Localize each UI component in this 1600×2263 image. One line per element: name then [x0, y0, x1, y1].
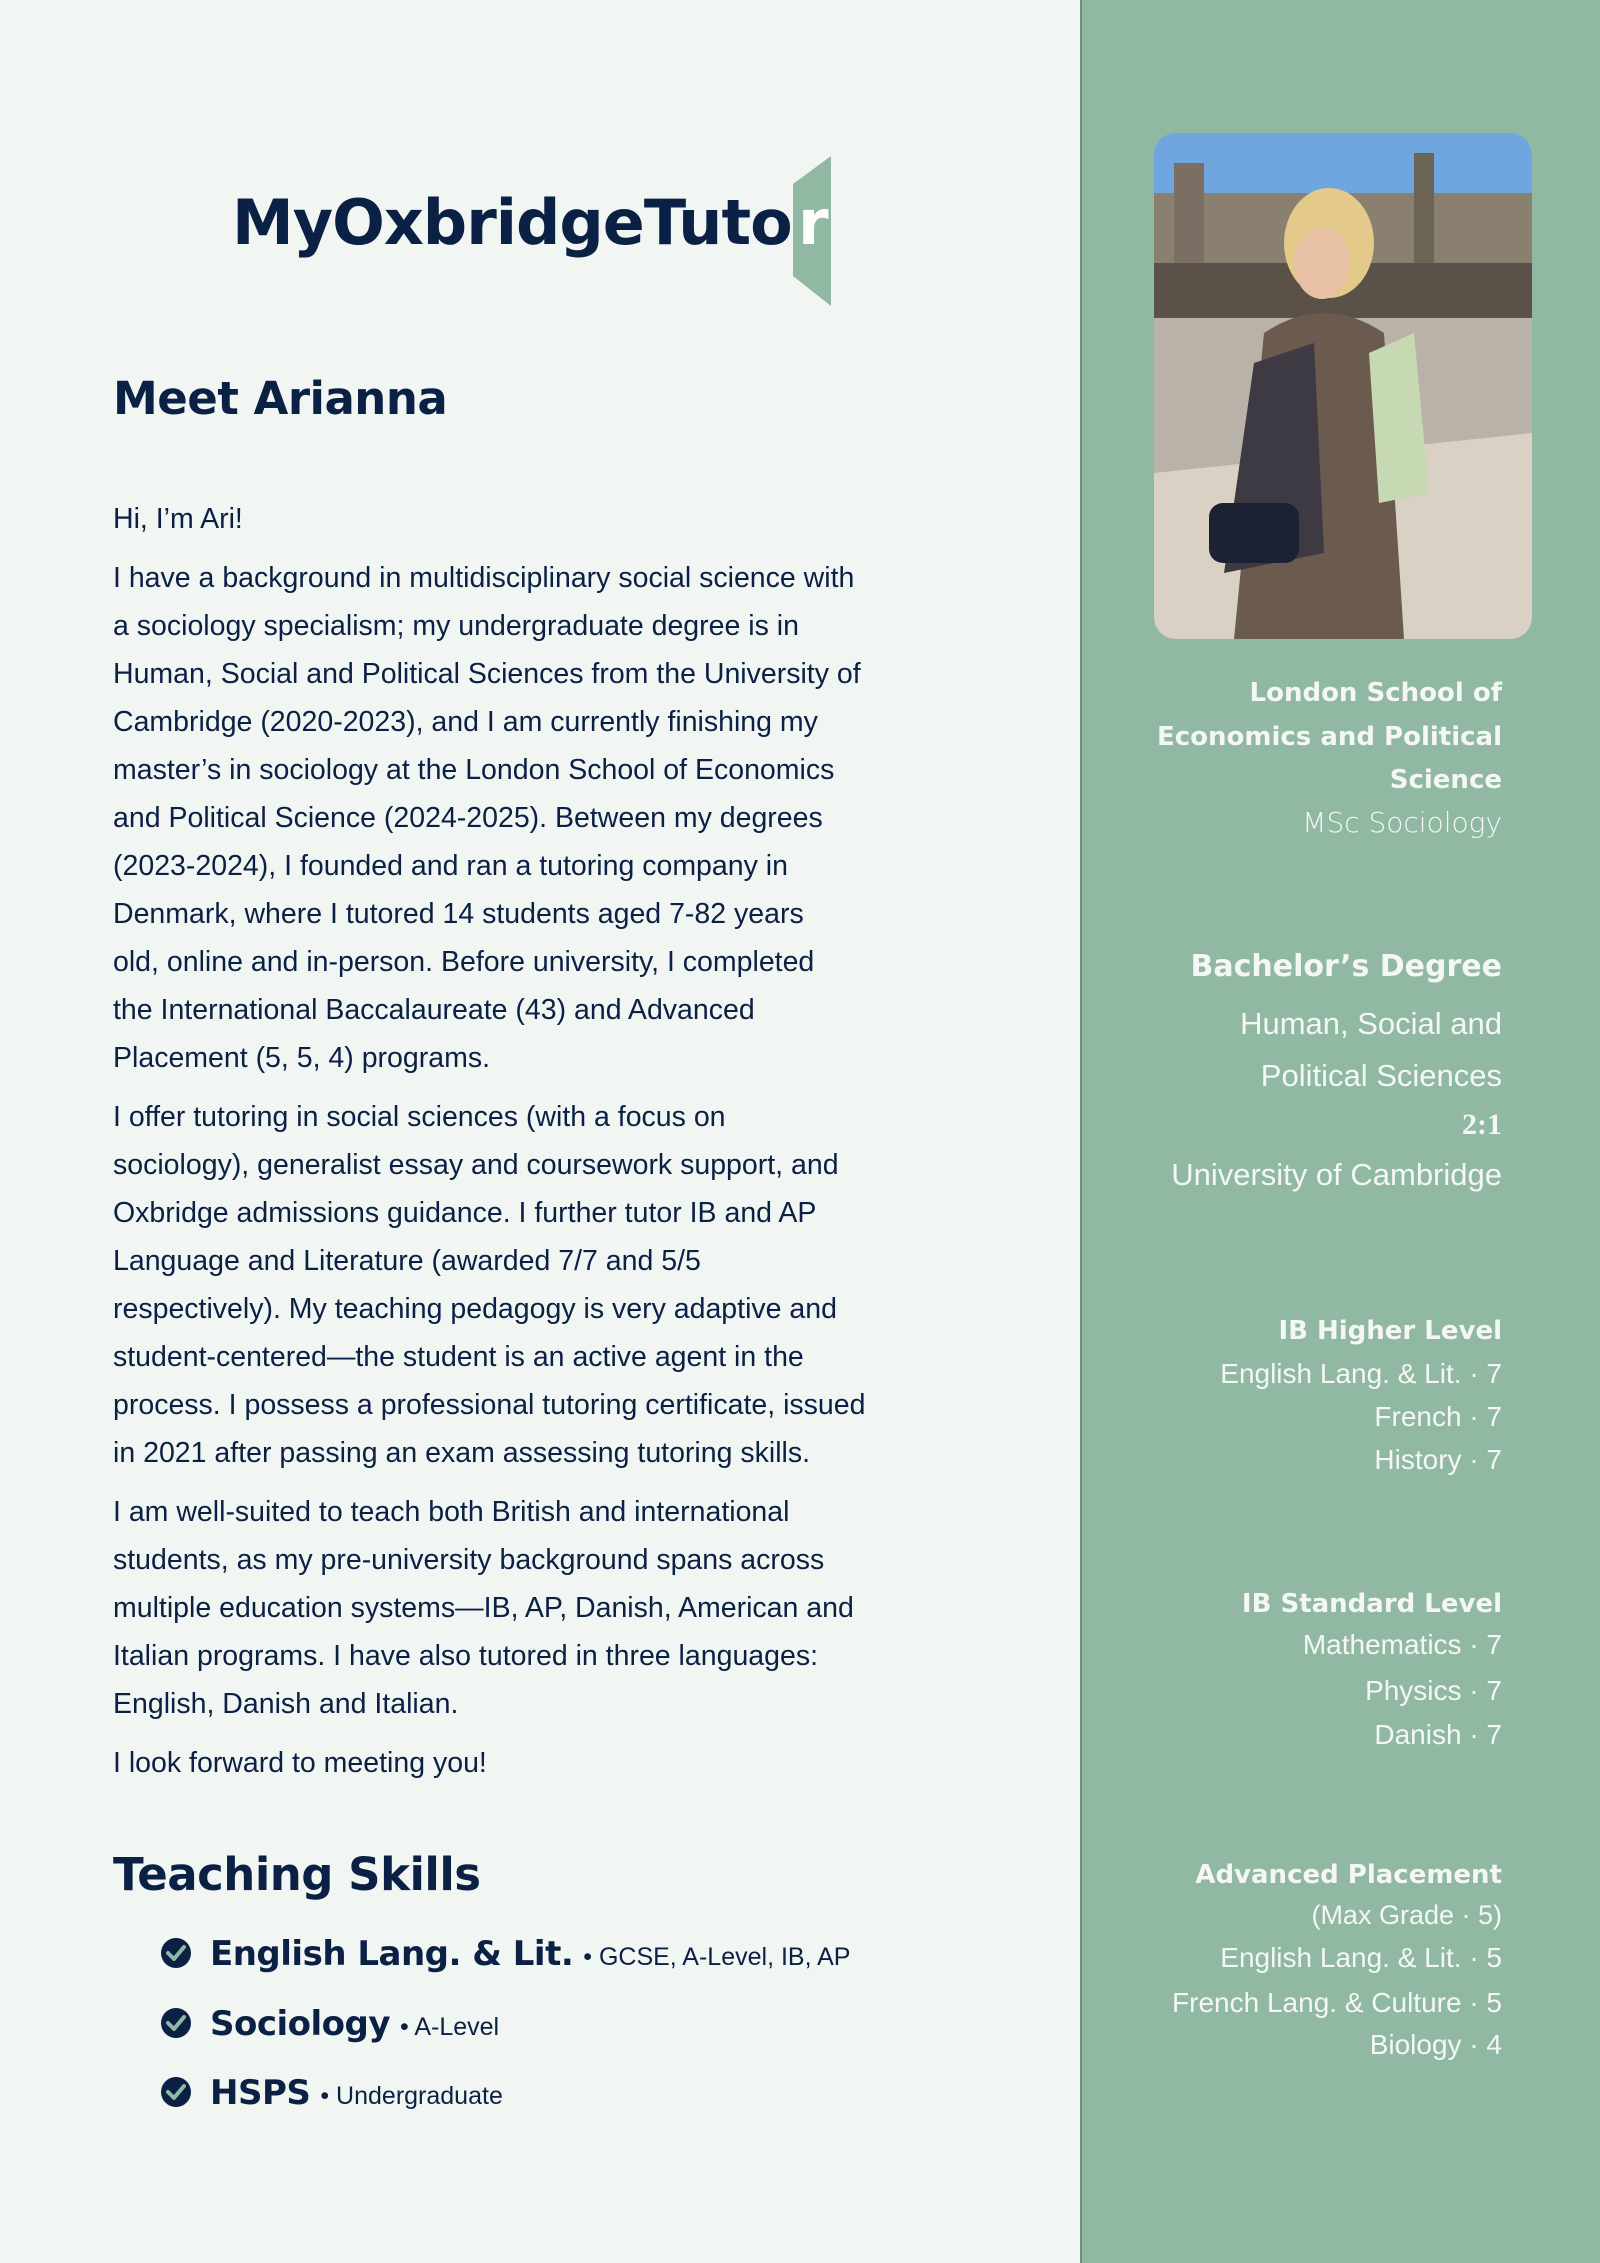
intro-body — [113, 495, 943, 1798]
paragraph-line: (2023-2024), I founded and ran a tutoring company in — [113, 850, 788, 882]
paragraph-line: English, Danish and Italian. — [113, 1688, 459, 1720]
bachelors-university: University of Cambridge — [1171, 1157, 1502, 1192]
ib_sl-item: Physics · 7 — [1365, 1675, 1502, 1706]
ib_sl-item: Danish · 7 — [1374, 1719, 1502, 1750]
skill-name: English Lang. & Lit. — [210, 1934, 574, 1974]
skill-levels: • GCSE, A-Level, IB, AP — [583, 1943, 851, 1971]
skill-levels: • A-Level — [400, 2013, 500, 2041]
paragraph-line: multiple education systems—IB, AP, Danish, American and — [113, 1592, 854, 1624]
paragraph-line: Hi, I’m Ari! — [113, 503, 243, 535]
masters-degree: MSc Sociology — [1302, 806, 1502, 839]
skills-title: Teaching Skills — [113, 1848, 481, 1901]
paragraph-line: and Political Science (2024-2025). Between my degrees — [113, 802, 823, 834]
paragraph-line: the International Baccalaureate (43) and Advanced — [113, 994, 755, 1026]
paragraph-line: a sociology specialism; my undergraduate degree is in — [113, 610, 799, 642]
paragraph-line: Denmark, where I tutored 14 students aged 7-82 years — [113, 898, 804, 930]
paragraph-line: sociology), generalist essay and coursework support, and — [113, 1149, 839, 1181]
skill-item — [160, 1933, 850, 1974]
intro-paragraph — [113, 554, 943, 1082]
tutor-photo — [1154, 133, 1532, 639]
bachelors-subject-line: Political Sciences — [1260, 1058, 1502, 1093]
skill-levels: • Undergraduate — [320, 2082, 503, 2110]
intro-paragraph — [113, 495, 943, 543]
intro-paragraph — [113, 1488, 943, 1728]
ib_hl-item: History · 7 — [1374, 1444, 1502, 1475]
skill-item — [160, 2072, 503, 2113]
logo-last-letter: r — [798, 186, 829, 259]
check-circle-icon — [160, 2076, 192, 2108]
skill-name: HSPS — [210, 2073, 311, 2113]
ap-item: French Lang. & Culture · 5 — [1172, 1987, 1502, 2018]
paragraph-line: Language and Literature (awarded 7/7 and 5/5 — [113, 1245, 701, 1277]
ap-item: Biology · 4 — [1369, 2029, 1502, 2060]
masters-school-line: Science — [1389, 765, 1502, 795]
ib_hl-item: French · 7 — [1374, 1401, 1502, 1432]
paragraph-line: Italian programs. I have also tutored in three languages: — [113, 1640, 819, 1672]
paragraph-line: students, as my pre-university background spans across — [113, 1544, 825, 1576]
ib_sl-title: IB Standard Level — [1241, 1589, 1502, 1619]
paragraph-line: student-centered—the student is an active agent in the — [113, 1341, 804, 1373]
masters-school-line: London School of — [1249, 678, 1502, 708]
masters-school-line: Economics and Political — [1156, 721, 1502, 752]
masters-school — [1157, 672, 1502, 803]
ap-title: Advanced Placement — [1195, 1860, 1502, 1890]
paragraph-line: I am well-suited to teach both British and international — [113, 1496, 790, 1528]
intro-paragraph — [113, 1739, 943, 1787]
skill-item — [160, 2003, 499, 2044]
logo — [232, 180, 852, 290]
ib_sl-item: Mathematics · 7 — [1302, 1629, 1502, 1660]
skill-name: Sociology — [210, 2004, 391, 2044]
ib_hl-item: English Lang. & Lit. · 7 — [1220, 1358, 1502, 1389]
paragraph-line: Cambridge (2020-2023), and I am currently finishing my — [113, 706, 818, 738]
intro-title: Meet Arianna — [113, 372, 448, 425]
ib_hl-title: IB Higher Level — [1278, 1316, 1502, 1346]
paragraph-line: old, online and in-person. Before university, I completed — [113, 946, 815, 978]
paragraph-line: I look forward to meeting you! — [113, 1747, 487, 1779]
paragraph-line: Oxbridge admissions guidance. I further tutor IB and AP — [113, 1197, 817, 1229]
ap-note: (Max Grade · 5) — [1311, 1900, 1502, 1930]
check-circle-icon — [160, 2007, 192, 2039]
paragraph-line: Placement (5, 5, 4) programs. — [113, 1042, 490, 1074]
paragraph-line: I offer tutoring in social sciences (with a focus on — [113, 1101, 726, 1133]
ap-item: English Lang. & Lit. · 5 — [1220, 1942, 1502, 1973]
intro-paragraph — [113, 1093, 943, 1477]
bachelors-subject-line: Human, Social and — [1240, 1006, 1502, 1041]
paragraph-line: master’s in sociology at the London School of Economics — [113, 754, 835, 786]
paragraph-line: respectively). My teaching pedagogy is very adaptive and — [113, 1293, 837, 1325]
bachelors-grade: 2:1 — [1462, 1108, 1502, 1141]
check-circle-icon — [160, 1937, 192, 1969]
paragraph-line: in 2021 after passing an exam assessing tutoring skills. — [113, 1437, 811, 1469]
bachelors-title: Bachelor’s Degree — [1190, 949, 1502, 984]
paragraph-line: process. I possess a professional tutoring certificate, issued — [113, 1389, 866, 1421]
paragraph-line: I have a background in multidisciplinary social science with — [113, 562, 855, 594]
logo-text: MyOxbridgeTuto — [232, 186, 792, 259]
paragraph-line: Human, Social and Political Sciences from the University of — [113, 658, 861, 690]
